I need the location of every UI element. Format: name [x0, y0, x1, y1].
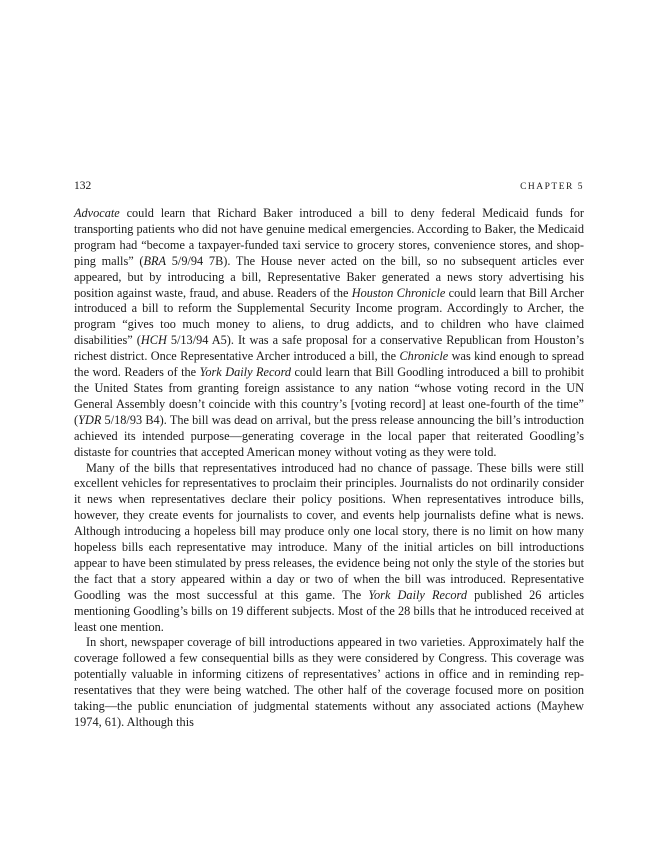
text-run: 5/13/94 A5). It was a safe proposal for a conservative Republican from Houston’s richest district. Once Representative Archer introduced a bill, the	[74, 333, 584, 364]
italic-text: Chronicle	[399, 349, 449, 364]
paragraph	[74, 461, 584, 636]
italic-text: York Daily Record	[368, 587, 468, 602]
body-text	[74, 206, 584, 731]
text-run: could learn that Richard Baker introduced a bill to deny federal Medicaid funds for transporting patients who did not have genuine medical emergencies. According to Baker, the Medicaid program had “become a taxpayer-funded taxi service to grocery stores, convenience stores, and shopping malls” (	[74, 206, 584, 268]
italic-text: York Daily Record	[199, 365, 292, 380]
italic-text: HCH	[140, 333, 167, 348]
text-run: In short, newspaper coverage of bill introductions appeared in two varieties. Approximately half the coverage followed a few consequential bills as they were considered by Congress. This coverage was potentially valuable in informing citizens of representatives’ actions in office and in reminding representatives that they were being watched. The other half of the coverage focused more on position taking—the public enunciation of judgmental statements without any associated actions (Mayhew 1974, 61). Although this	[74, 635, 584, 729]
text-run: could learn that Bill Goodling introduced a bill to prohibit the United States from granting foreign assistance to any nation “whose voting record in the UN General Assembly doesn’t coincide with this country’s [voting record] at least one-fourth of the time” (	[74, 365, 584, 427]
book-page	[74, 180, 584, 731]
italic-text: Houston Chronicle	[351, 285, 446, 300]
italic-text: Advocate	[74, 206, 120, 220]
text-run: was kind enough to spread the word. Readers of the	[74, 349, 584, 380]
text-run: 5/9/94 7B). The House never acted on the bill, so no subsequent articles ever appeared, but by introducing a bill, Representative Baker generated a news story advertising his position against waste, fraud, and abuse. Readers of the	[74, 253, 584, 300]
text-run: 5/18/93 B4). The bill was dead on arrival, but the press release announcing the bill’s introduction achieved its intended purpose—generating coverage in the local paper that reiterated Goodling’s distaste for countries that accepted American money without voting as they were told.	[74, 412, 584, 459]
text-run: published 26 articles mentioning Goodling’s bills on 19 different subjects. Most of the 28 bills that he introduced received at least one mention.	[74, 587, 585, 634]
text-run: could learn that Bill Archer introduced a bill to reform the Supplemental Security Income program. Accordingly to Archer, the program “gives too much money to aliens, to drug addicts, and to children who have claimed disabilities” (	[74, 285, 584, 348]
page-number: 132	[74, 180, 92, 192]
italic-text: YDR	[78, 412, 102, 427]
text-run: Many of the bills that representatives introduced had no chance of passage. These bills were still excellent vehicles for representatives to proclaim their principles. Journalists do not ordinarily consider it news when representatives declare their policy positions. When representatives introduce bills, however, they create events for journalists to cover, and events help journalists define what is news. Although introducing a hopeless bill may produce only one local story, there is no limit on how many hopeless bills each representative may introduce. Many of the initial articles on bill introductions appear to have been stimulated by press releases, the evidence being not only the style of the stories but the fact that a story appeared within a day or two of when the bill was introduced. Representative Goodling was the most successful at this game. The	[74, 460, 584, 602]
paragraph	[74, 206, 584, 461]
paragraph	[74, 635, 584, 730]
running-head	[74, 180, 584, 192]
chapter-label: CHAPTER 5	[520, 182, 584, 192]
italic-text: BRA	[143, 253, 167, 268]
